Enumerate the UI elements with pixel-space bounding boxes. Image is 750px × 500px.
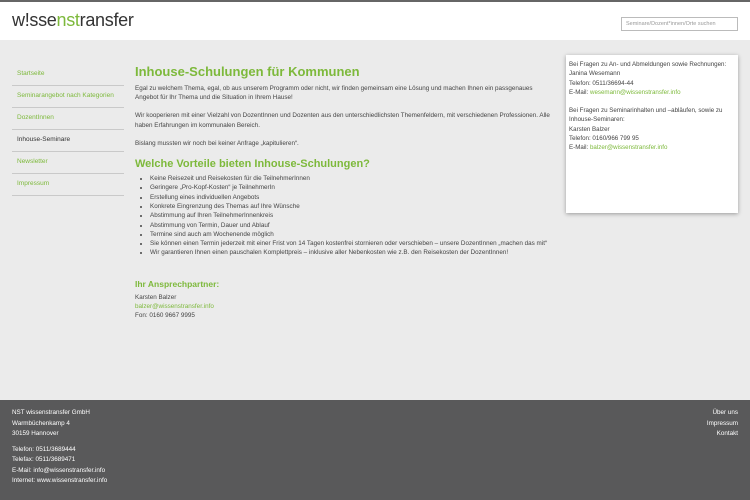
sidebar-item-startseite[interactable]: Startseite — [12, 64, 124, 86]
main-content — [135, 64, 555, 321]
sidebar-item-seminarangebot[interactable]: Seminarangebot nach Kategorien — [12, 86, 124, 108]
registration-contact-name: Janina Wesemann — [569, 70, 621, 78]
seminar-contact-name: Karsten Balzer — [569, 125, 610, 133]
seminar-questions-intro: Bei Fragen zu Seminarinhalten und –abläufen, sowie zu Inhouse-Seminaren: — [569, 107, 723, 124]
list-item: • Erstellung eines individuellen Angebots — [150, 193, 555, 202]
list-item: • Termine sind auch am Wochenende möglich — [150, 230, 555, 239]
sidebar-nav — [12, 64, 124, 196]
search-input[interactable]: Seminare/Dozent*innen/Orte suchen — [621, 17, 738, 31]
footer-company: NST wissenstransfer GmbH — [12, 409, 90, 416]
list-item: • Keine Reisezeit und Reisekosten für die TeilnehmerInnen — [150, 174, 555, 183]
registration-questions-intro: Bei Fragen zu An- und Abmeldungen sowie Rechnungen: — [569, 61, 727, 68]
list-item: • Geringere „Pro-Kopf-Kosten“ je TeilnehmerIn — [150, 183, 555, 192]
sidebar-item-inhouse-seminare[interactable]: Inhouse-Seminare — [12, 130, 124, 152]
intro-paragraph: Egal zu welchem Thema, egal, ob aus unserem Programm oder nicht, wir finden gemeinsam eine Lösung und machen Ihnen ein passgenaues Angebot für Ihr Thema und die Situation in Ihrem Hause! — [135, 85, 533, 102]
request-paragraph: Bislang mussten wir noch bei keiner Anfrage „kapitulieren“. — [135, 139, 299, 147]
registration-contact-phone: Telefon: 0511/36694-44 — [569, 79, 634, 87]
list-item: • Konkrete Eingrenzung des Themas auf Ihre Wünsche — [150, 202, 555, 211]
footer-email[interactable]: E-Mail: info@wissenstransfer.info — [12, 466, 106, 474]
sidebar-item-impressum[interactable]: Impressum — [12, 174, 124, 196]
list-item: • Abstimmung von Termin, Dauer und Ablauf — [150, 221, 555, 230]
sidebar-item-dozentinnen[interactable]: DozentInnen — [12, 108, 124, 130]
registration-contact-email-link[interactable]: wesemann@wissenstransfer.info — [589, 88, 681, 96]
list-item: • Abstimmung auf Ihren TeilnehmerInnenkreis — [150, 211, 555, 220]
logo-text-1: w!sse — [12, 10, 57, 30]
footer-address — [12, 408, 107, 487]
contact-heading: Ihr Ansprechpartner: — [135, 278, 220, 289]
seminar-contact-email-link[interactable]: balzer@wissenstransfer.info — [589, 144, 668, 152]
benefits-list — [135, 174, 555, 258]
site-logo[interactable] — [12, 10, 134, 31]
list-item: • Wir garantieren Ihnen einen pauschalen Komplettpreis – inklusive aller Nebenkosten wie z.B. den Reisekosten der DozentInnen! — [150, 248, 555, 257]
benefits-heading: Welche Vorteile bieten Inhouse-Schulungen? — [135, 158, 370, 171]
seminar-contact-phone: Telefon: 0160/966 799 95 — [569, 135, 639, 143]
contact-email-link[interactable]: balzer@wissenstransfer.info — [135, 302, 214, 310]
footer-street: Warmbüchenkamp 4 — [12, 419, 70, 427]
footer-link-kontakt[interactable]: Kontakt — [716, 430, 738, 437]
footer-city: 30159 Hannover — [12, 430, 59, 437]
page-title: Inhouse-Schulungen für Kommunen — [135, 64, 360, 79]
contact-name: Karsten Balzer — [135, 293, 177, 301]
list-item: • Sie können einen Termin jederzeit mit einer Frist von 14 Tagen kostenfrei stornieren oder verschieben – unsere DozentInnen „machen das mit“ — [150, 239, 555, 248]
footer-link-ueber-uns[interactable]: Über uns — [712, 409, 738, 416]
logo-text-2: nst — [56, 10, 80, 30]
footer — [0, 400, 750, 500]
footer-website[interactable]: Internet: www.wissenstransfer.info — [12, 477, 108, 484]
sidebar-item-newsletter[interactable]: Newsletter — [12, 152, 124, 174]
seminar-contact-email-row — [569, 143, 735, 152]
header — [0, 2, 750, 40]
footer-link-impressum[interactable]: Impressum — [706, 419, 738, 427]
cooperation-paragraph: Wir kooperieren mit einer Vielzahl von DozentInnen und Dozenten aus den unterschiedlichsten Themenfeldern, mit verschiedenen Professionen. Alle haben Erfahrungen im kommunalen Bereich. — [135, 112, 550, 129]
email-label: E-Mail: — [569, 144, 590, 152]
footer-phone: Telefon: 0511/3689444 — [12, 445, 76, 453]
footer-fax: Telefax: 0511/3689471 — [12, 456, 76, 463]
footer-links — [707, 408, 738, 440]
email-label: E-Mail: — [569, 88, 590, 96]
spacer — [569, 97, 735, 106]
logo-text-3: ransfer — [79, 10, 134, 30]
contact-info-box — [566, 55, 738, 213]
contact-phone: Fon: 0160 9667 9995 — [135, 312, 195, 320]
registration-contact-email-row — [569, 88, 735, 97]
